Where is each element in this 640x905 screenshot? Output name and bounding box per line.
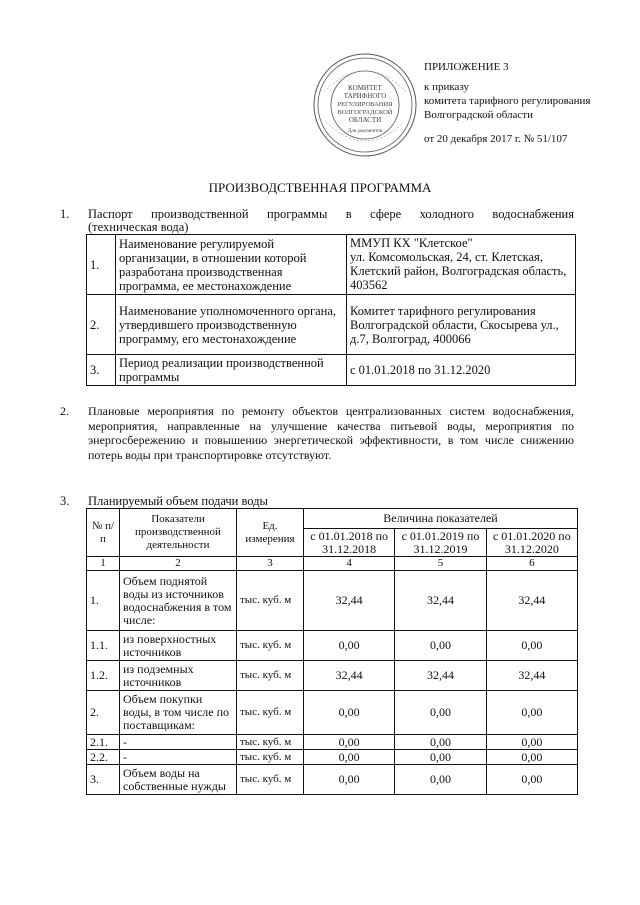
row-indicator: из подземных источников — [120, 661, 237, 691]
row-label: Наименование регулируемой организации, в отношении которой разработана производственная программа, ее местонахождение — [116, 235, 347, 295]
header-values: Величина показателей — [304, 509, 578, 529]
row-value: 32,44 — [395, 661, 486, 691]
row-number: 2. — [87, 691, 120, 735]
row-value: 32,44 — [486, 571, 577, 631]
table-row — [87, 631, 578, 661]
col-number: 1 — [87, 557, 120, 571]
column-numbers-row — [87, 557, 578, 571]
row-unit: тыс. куб. м — [237, 661, 304, 691]
col-number: 4 — [304, 557, 395, 571]
row-indicator: - — [120, 750, 237, 765]
section1-heading-line2: (техническая вода) — [88, 220, 189, 234]
row-value: с 01.01.2018 по 31.12.2020 — [347, 355, 576, 386]
table-row — [87, 735, 578, 750]
table-row — [87, 765, 578, 795]
row-indicator: из поверхностных источников — [120, 631, 237, 661]
table-row — [87, 295, 576, 355]
row-value: 0,00 — [304, 735, 395, 750]
table-row — [87, 661, 578, 691]
col-number: 3 — [237, 557, 304, 571]
table-row — [87, 750, 578, 765]
col-number: 5 — [395, 557, 486, 571]
row-value: 0,00 — [395, 765, 486, 795]
row-value: 0,00 — [395, 735, 486, 750]
row-value: 0,00 — [395, 631, 486, 661]
row-value: 32,44 — [395, 571, 486, 631]
row-number: 1.2. — [87, 661, 120, 691]
row-number: 2.1. — [87, 735, 120, 750]
seal-text-5: ОБЛАСТИ — [348, 116, 382, 124]
header-row — [87, 509, 578, 529]
row-number: 3. — [87, 765, 120, 795]
table-row — [87, 571, 578, 631]
row-value: 32,44 — [486, 661, 577, 691]
section1-number: 1. — [60, 207, 70, 221]
table-row — [87, 355, 576, 386]
section2 — [60, 404, 574, 462]
row-value: 0,00 — [395, 691, 486, 735]
row-unit: тыс. куб. м — [237, 691, 304, 735]
section3-heading — [60, 494, 268, 509]
seal-text-4: ВОЛГОГРАДСКОЙ — [337, 109, 393, 116]
order-date-number: от 20 декабря 2017 г. № 51/107 — [424, 133, 568, 145]
row-indicator: Объем воды на собственные нужды — [120, 765, 237, 795]
row-value: 0,00 — [304, 765, 395, 795]
row-unit: тыс. куб. м — [237, 631, 304, 661]
header-period: с 01.01.2018 по 31.12.2018 — [304, 529, 395, 557]
header-indicator: Показатели производственной деятельности — [120, 509, 237, 557]
row-indicator: Объем поднятой воды из источников водоснабжения в том числе: — [120, 571, 237, 631]
row-value: 32,44 — [304, 571, 395, 631]
row-value: 0,00 — [304, 750, 395, 765]
appendix-header — [424, 60, 590, 146]
order-ref: к приказу — [424, 81, 470, 93]
row-number: 3. — [87, 355, 116, 386]
section2-number: 2. — [60, 404, 69, 418]
table-row — [87, 235, 576, 295]
row-number: 1. — [87, 235, 116, 295]
section2-text: Плановые мероприятия по ремонту объектов централизованных систем водоснабжения, мероприятия, направленные на улучшение качества питьевой воды, мероприятия по энергосбережению и повышению энергетической эффективности, в том числе снижению потерь воды при транспортировке отсутствуют. — [88, 404, 574, 462]
row-label: Период реализации производственной программы — [116, 355, 347, 386]
row-value: 0,00 — [395, 750, 486, 765]
header-unit: Ед. измерения — [237, 509, 304, 557]
appendix-number: ПРИЛОЖЕНИЕ 3 — [424, 61, 509, 73]
row-indicator: Объем покупки воды, в том числе по поставщикам: — [120, 691, 237, 735]
water-supply-table — [86, 508, 578, 795]
row-value: 0,00 — [304, 691, 395, 735]
page-title: ПРОИЗВОДСТВЕННАЯ ПРОГРАММА — [208, 180, 432, 195]
passport-table — [86, 234, 576, 386]
seal-text-6: Для документов — [347, 129, 383, 134]
section1-heading-line1: Паспорт производственной программы в сфере холодного водоснабжения — [88, 207, 574, 221]
seal-text-3: РЕГУЛИРОВАНИЯ — [337, 101, 393, 108]
seal-text-1: КОМИТЕТ — [348, 84, 382, 92]
row-value — [347, 235, 576, 295]
row-label: Наименование уполномоченного органа, утвердившего производственную программу, его местонахождение — [116, 295, 347, 355]
row-value: 0,00 — [486, 631, 577, 661]
row-unit: тыс. куб. м — [237, 735, 304, 750]
row-indicator: - — [120, 735, 237, 750]
header-period: с 01.01.2019 по 31.12.2019 — [395, 529, 486, 557]
row-number: 1.1. — [87, 631, 120, 661]
section3-number: 3. — [60, 494, 70, 508]
row-value: Комитет тарифного регулирования Волгоградской области, Скосырева ул., д.7, Волгоград, 400066 — [347, 295, 576, 355]
row-value-line1: ММУП КХ "Клетское" — [350, 236, 473, 250]
header-num: № п/п — [87, 509, 120, 557]
row-number: 2.2. — [87, 750, 120, 765]
region-name: Волгоградской области — [424, 109, 533, 121]
row-value: 32,44 — [304, 661, 395, 691]
table-row — [87, 691, 578, 735]
col-number: 2 — [120, 557, 237, 571]
section3-title: Планируемый объем подачи воды — [88, 494, 268, 508]
row-unit: тыс. куб. м — [237, 765, 304, 795]
row-value: 0,00 — [486, 735, 577, 750]
section1-heading — [60, 207, 574, 234]
row-value: 0,00 — [486, 765, 577, 795]
row-number: 1. — [87, 571, 120, 631]
official-seal — [312, 52, 418, 158]
row-unit: тыс. куб. м — [237, 750, 304, 765]
row-value-line2: ул. Комсомольская, 24, ст. Клетская, Клетский район, Волгоградская область, 403562 — [350, 250, 567, 292]
row-value: 0,00 — [486, 691, 577, 735]
header-period: с 01.01.2020 по 31.12.2020 — [486, 529, 577, 557]
row-value: 0,00 — [304, 631, 395, 661]
committee-name: комитета тарифного регулирования — [424, 95, 591, 107]
row-unit: тыс. куб. м — [237, 571, 304, 631]
row-value: 0,00 — [486, 750, 577, 765]
col-number: 6 — [486, 557, 577, 571]
row-number: 2. — [87, 295, 116, 355]
seal-text-2: ТАРИФНОГО — [343, 92, 387, 100]
